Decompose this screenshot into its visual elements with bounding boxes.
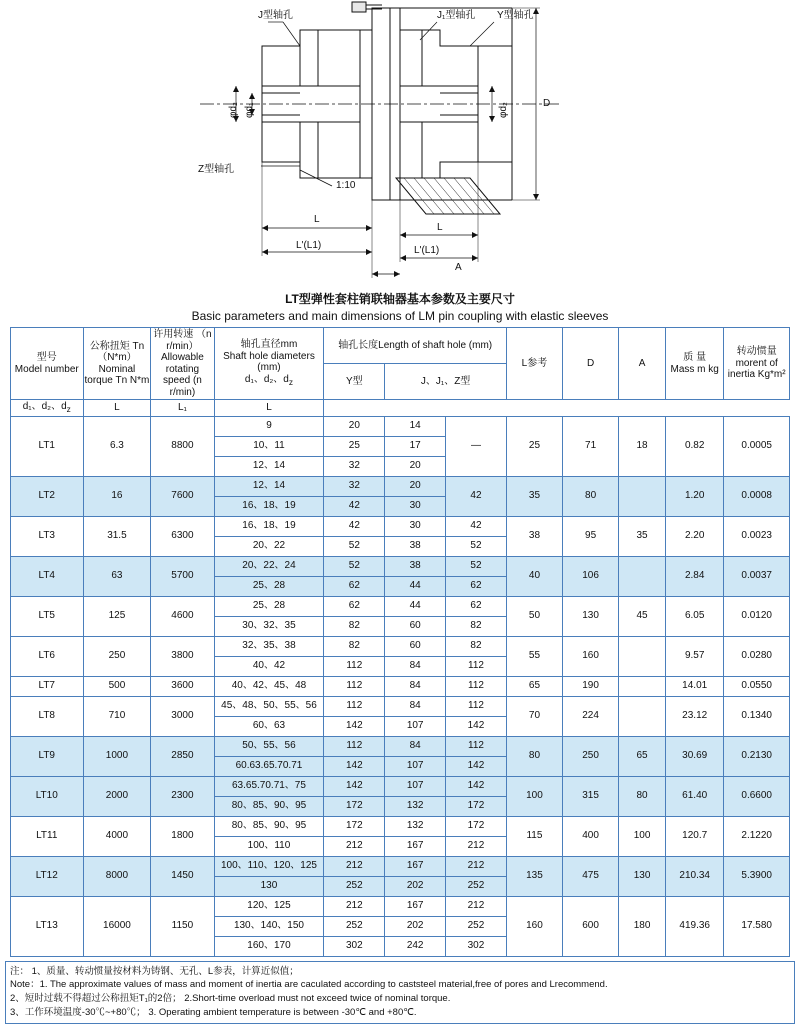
table-title-chinese: LT型弹性套柱销联轴器基本参数及主要尺寸 xyxy=(285,292,515,306)
cell-y-L1: 202 xyxy=(385,876,446,896)
cell-mass: 210.34 xyxy=(665,856,723,896)
cell-model: LT13 xyxy=(11,896,84,956)
cell-D: 190 xyxy=(563,676,619,696)
header-y-type: Y型 xyxy=(324,364,385,400)
cell-y-L1: 30 xyxy=(385,516,446,536)
cell-model: LT9 xyxy=(11,736,84,776)
cell-jz-L: 52 xyxy=(446,556,507,576)
cell-torque: 6.3 xyxy=(83,416,151,476)
table-row xyxy=(11,516,790,536)
cell-hole-diameter: 30、32、35 xyxy=(214,616,324,636)
cell-y-L: 212 xyxy=(324,896,385,916)
cell-y-L: 52 xyxy=(324,556,385,576)
cell-D: 250 xyxy=(563,736,619,776)
cell-model: LT1 xyxy=(11,416,84,476)
cell-speed: 6300 xyxy=(151,516,214,556)
cell-inertia: 0.2130 xyxy=(724,736,790,776)
note-line-2: Note：1. The approximate values of mass and moment of inertia are caculated according to caststeel material,free of pores and Lrecommend. xyxy=(10,979,608,991)
table-row xyxy=(11,816,790,836)
cell-mass: 120.7 xyxy=(665,816,723,856)
drawing-svg xyxy=(0,0,800,288)
cell-model: LT6 xyxy=(11,636,84,676)
cell-hole-diameter: 32、35、38 xyxy=(214,636,324,656)
cell-y-L1: 20 xyxy=(385,476,446,496)
cell-hole-diameter: 25、28 xyxy=(214,576,324,596)
cell-hole-diameter: 9 xyxy=(214,416,324,436)
cell-y-L: 62 xyxy=(324,596,385,616)
cell-y-L1: 38 xyxy=(385,556,446,576)
cell-y-L1: 132 xyxy=(385,796,446,816)
cell-torque: 63 xyxy=(83,556,151,596)
cell-jz-L: 142 xyxy=(446,716,507,736)
cell-A: 180 xyxy=(619,896,666,956)
label-dimension-A: A xyxy=(455,262,462,273)
cell-hole-diameter: 25、28 xyxy=(214,596,324,616)
label-y-shaft-hole: Y型轴孔 xyxy=(497,10,534,21)
cell-y-L1: 167 xyxy=(385,856,446,876)
label-taper-ratio: 1:10 xyxy=(336,180,356,191)
cell-y-L1: 107 xyxy=(385,756,446,776)
note-line-3: 2、短时过载不得超过公称扭矩T₁的2倍； 2.Short-time overload must not exceed twice of nominal torque. xyxy=(10,993,451,1005)
cell-L-ref: 38 xyxy=(506,516,562,556)
cell-hole-diameter: 10、11 xyxy=(214,436,324,456)
cell-speed: 4600 xyxy=(151,596,214,636)
table-row xyxy=(11,896,790,916)
cell-inertia: 2.1220 xyxy=(724,816,790,856)
cell-hole-diameter: 40、42 xyxy=(214,656,324,676)
cell-inertia: 0.0550 xyxy=(724,676,790,696)
cell-L-ref: 160 xyxy=(506,896,562,956)
cell-L-ref: 55 xyxy=(506,636,562,676)
cell-y-L: 42 xyxy=(324,516,385,536)
header-allowable-speed: 许用转速 （n r/min） Allowable rotating speed (n r/min) xyxy=(151,328,214,400)
cell-jz-L: 82 xyxy=(446,636,507,656)
cell-speed: 1150 xyxy=(151,896,214,956)
cell-inertia: 0.6600 xyxy=(724,776,790,816)
table-row xyxy=(11,776,790,796)
header-L1: L₁ xyxy=(151,400,214,417)
cell-jz-L: 212 xyxy=(446,856,507,876)
cell-L-ref: 80 xyxy=(506,736,562,776)
cell-D: 71 xyxy=(563,416,619,476)
cell-inertia: 0.1340 xyxy=(724,696,790,736)
cell-y-L: 42 xyxy=(324,496,385,516)
cell-jz-L: 42 xyxy=(446,476,507,516)
cell-jz-L: 302 xyxy=(446,936,507,956)
table-row xyxy=(11,636,790,656)
cell-hole-diameter: 63.65.70.71、75 xyxy=(214,776,324,796)
header-shaft-hole-length: 轴孔长度Length of shaft hole (mm) xyxy=(324,328,506,364)
cell-torque: 31.5 xyxy=(83,516,151,556)
table-row xyxy=(11,696,790,716)
cell-hole-diameter: 80、85、90、95 xyxy=(214,816,324,836)
cell-jz-L: 142 xyxy=(446,756,507,776)
cell-inertia: 0.0005 xyxy=(724,416,790,476)
cell-y-L: 25 xyxy=(324,436,385,456)
cell-y-L1: 84 xyxy=(385,736,446,756)
cell-jz-L: 252 xyxy=(446,916,507,936)
cell-jz-L: 212 xyxy=(446,896,507,916)
cell-y-L: 82 xyxy=(324,616,385,636)
cell-y-L1: 107 xyxy=(385,716,446,736)
cell-y-L: 172 xyxy=(324,796,385,816)
cell-hole-diameter: 120、125 xyxy=(214,896,324,916)
cell-y-L1: 84 xyxy=(385,676,446,696)
cell-y-L1: 60 xyxy=(385,616,446,636)
cell-L-ref: 100 xyxy=(506,776,562,816)
cell-mass: 1.20 xyxy=(665,476,723,516)
cell-D: 95 xyxy=(563,516,619,556)
cell-y-L1: 242 xyxy=(385,936,446,956)
label-phi-d2-right: φd₂ xyxy=(498,102,509,118)
cell-mass: 419.36 xyxy=(665,896,723,956)
cell-hole-diameter: 12、14 xyxy=(214,456,324,476)
cell-model: LT10 xyxy=(11,776,84,816)
cell-A: 100 xyxy=(619,816,666,856)
cell-inertia: 0.0120 xyxy=(724,596,790,636)
cell-torque: 500 xyxy=(83,676,151,696)
cell-hole-diameter: 20、22、24 xyxy=(214,556,324,576)
cell-L-ref: 40 xyxy=(506,556,562,596)
cell-inertia: 0.0280 xyxy=(724,636,790,676)
cell-mass: 61.40 xyxy=(665,776,723,816)
cell-torque: 16000 xyxy=(83,896,151,956)
cell-A xyxy=(619,556,666,596)
cell-hole-diameter: 12、14 xyxy=(214,476,324,496)
cell-jz-L: 112 xyxy=(446,676,507,696)
table-row xyxy=(11,416,790,436)
cell-A xyxy=(619,636,666,676)
cell-mass: 30.69 xyxy=(665,736,723,776)
cell-jz-L: 172 xyxy=(446,816,507,836)
cell-y-L: 112 xyxy=(324,736,385,756)
cell-A: 65 xyxy=(619,736,666,776)
cell-model: LT11 xyxy=(11,816,84,856)
coupling-technical-drawing xyxy=(0,0,800,288)
cell-jz-L: 82 xyxy=(446,616,507,636)
cell-inertia: 0.0037 xyxy=(724,556,790,596)
label-phi-d1-left: φd₁ xyxy=(244,102,255,118)
cell-hole-diameter: 130 xyxy=(214,876,324,896)
table-row xyxy=(11,856,790,876)
cell-y-L: 302 xyxy=(324,936,385,956)
cell-D: 224 xyxy=(563,696,619,736)
header-L-ref: L参考 xyxy=(506,328,562,400)
cell-mass: 9.57 xyxy=(665,636,723,676)
header-nominal-torque: 公称扭矩 Tn（N*m） Nominal torque Tn N*m xyxy=(83,328,151,400)
cell-mass: 23.12 xyxy=(665,696,723,736)
cell-D: 80 xyxy=(563,476,619,516)
cell-mass: 0.82 xyxy=(665,416,723,476)
cell-D: 106 xyxy=(563,556,619,596)
header-A: A xyxy=(619,328,666,400)
cell-D: 600 xyxy=(563,896,619,956)
cell-hole-diameter: 100、110 xyxy=(214,836,324,856)
cell-speed: 3800 xyxy=(151,636,214,676)
cell-hole-diameter: 40、42、45、48 xyxy=(214,676,324,696)
cell-y-L1: 30 xyxy=(385,496,446,516)
cell-speed: 2300 xyxy=(151,776,214,816)
cell-speed: 1450 xyxy=(151,856,214,896)
cell-model: LT3 xyxy=(11,516,84,556)
cell-speed: 3000 xyxy=(151,696,214,736)
cell-y-L: 62 xyxy=(324,576,385,596)
table-row xyxy=(11,736,790,756)
cell-jz-L: 62 xyxy=(446,596,507,616)
cell-y-L1: 14 xyxy=(385,416,446,436)
cell-y-L1: 60 xyxy=(385,636,446,656)
cell-speed: 2850 xyxy=(151,736,214,776)
cell-L-ref: 35 xyxy=(506,476,562,516)
specification-table-body xyxy=(11,416,790,956)
cell-A: 130 xyxy=(619,856,666,896)
cell-model: LT5 xyxy=(11,596,84,636)
cell-hole-diameter: 60.63.65.70.71 xyxy=(214,756,324,776)
cell-model: LT8 xyxy=(11,696,84,736)
cell-inertia: 0.0008 xyxy=(724,476,790,516)
cell-jz-L: 212 xyxy=(446,836,507,856)
cell-A: 45 xyxy=(619,596,666,636)
cell-hole-diameter: 20、22 xyxy=(214,536,324,556)
cell-hole-diameter: 160、170 xyxy=(214,936,324,956)
header-mass: 质 量 Mass m kg xyxy=(665,328,723,400)
cell-torque: 710 xyxy=(83,696,151,736)
cell-y-L1: 202 xyxy=(385,916,446,936)
cell-y-L1: 38 xyxy=(385,536,446,556)
cell-mass: 2.84 xyxy=(665,556,723,596)
cell-L-ref: 115 xyxy=(506,816,562,856)
cell-jz-L: 142 xyxy=(446,776,507,796)
cell-hole-diameter: 16、18、19 xyxy=(214,496,324,516)
cell-hole-diameter: 100、110、120、125 xyxy=(214,856,324,876)
cell-y-L: 112 xyxy=(324,656,385,676)
cell-y-L1: 84 xyxy=(385,656,446,676)
cell-y-L: 212 xyxy=(324,856,385,876)
table-row xyxy=(11,556,790,576)
cell-inertia: 17.580 xyxy=(724,896,790,956)
label-j1-shaft-hole: J₁型轴孔 xyxy=(437,10,476,21)
cell-y-L1: 167 xyxy=(385,836,446,856)
cell-model: LT4 xyxy=(11,556,84,596)
header-shaft-hole-diameter: 轴孔直径mm Shaft hole diameters (mm) d₁、d₂、$d_z$ xyxy=(214,328,324,400)
table-row xyxy=(11,596,790,616)
cell-y-L: 142 xyxy=(324,776,385,796)
notes-block xyxy=(5,961,795,1024)
cell-speed: 3600 xyxy=(151,676,214,696)
cell-A: 18 xyxy=(619,416,666,476)
cell-A: 35 xyxy=(619,516,666,556)
label-dimension-L-left: L xyxy=(314,214,320,225)
cell-hole-diameter: 45、48、50、55、56 xyxy=(214,696,324,716)
label-dimension-L-right: L xyxy=(437,222,443,233)
cell-L-ref: 135 xyxy=(506,856,562,896)
cell-inertia: 5.3900 xyxy=(724,856,790,896)
header-jjz-type: J、J₁、Z型 xyxy=(385,364,507,400)
cell-model: LT7 xyxy=(11,676,84,696)
cell-torque: 4000 xyxy=(83,816,151,856)
specification-table xyxy=(10,327,790,957)
cell-mass: 14.01 xyxy=(665,676,723,696)
cell-hole-diameter: 60、63 xyxy=(214,716,324,736)
note-line-4: 3、工作环境温度-30℃~+80℃； 3. Operating ambient temperature is between -30℃ and +80℃. xyxy=(10,1006,417,1018)
cell-hole-diameter: 16、18、19 xyxy=(214,516,324,536)
cell-jz-L: 42 xyxy=(446,516,507,536)
cell-L-ref: 25 xyxy=(506,416,562,476)
cell-speed: 7600 xyxy=(151,476,214,516)
cell-torque: 250 xyxy=(83,636,151,676)
cell-A xyxy=(619,476,666,516)
cell-torque: 125 xyxy=(83,596,151,636)
cell-y-L: 142 xyxy=(324,756,385,776)
cell-A xyxy=(619,696,666,736)
cell-speed: 8800 xyxy=(151,416,214,476)
cell-A: 80 xyxy=(619,776,666,816)
cell-y-L1: 132 xyxy=(385,816,446,836)
cell-y-L1: 44 xyxy=(385,576,446,596)
cell-L-ref: 65 xyxy=(506,676,562,696)
cell-L-ref: 50 xyxy=(506,596,562,636)
cell-y-L: 212 xyxy=(324,836,385,856)
cell-D: 315 xyxy=(563,776,619,816)
label-dimension-D: D xyxy=(543,98,551,109)
cell-y-L: 82 xyxy=(324,636,385,656)
cell-torque: 1000 xyxy=(83,736,151,776)
cell-L-ref: 70 xyxy=(506,696,562,736)
header-D: D xyxy=(563,328,619,400)
label-phi-d2-left: φd₂ xyxy=(228,102,239,118)
cell-D: 130 xyxy=(563,596,619,636)
cell-jz-L: 112 xyxy=(446,656,507,676)
header-Lz: L xyxy=(214,400,324,417)
cell-y-L: 112 xyxy=(324,696,385,716)
note-line-1: 注： 1、质量、转动惯量按材料为铸钢、无孔、L参表，计算近似值； xyxy=(10,965,299,977)
label-z-shaft-hole: Z型轴孔 xyxy=(198,164,235,175)
header-inertia: 转动惯量 morent of inertia Kg*m² xyxy=(724,328,790,400)
cell-y-L1: 107 xyxy=(385,776,446,796)
cell-jz-L: 172 xyxy=(446,796,507,816)
header-L: L xyxy=(83,400,151,417)
cell-speed: 1800 xyxy=(151,816,214,856)
cell-jz-L: 112 xyxy=(446,736,507,756)
label-dimension-L-L1-left: L'(L1) xyxy=(296,240,322,251)
cell-y-L: 172 xyxy=(324,816,385,836)
cell-jz-L: 52 xyxy=(446,536,507,556)
cell-model: LT2 xyxy=(11,476,84,516)
cell-mass: 2.20 xyxy=(665,516,723,556)
cell-D: 400 xyxy=(563,816,619,856)
cell-y-L1: 84 xyxy=(385,696,446,716)
table-row xyxy=(11,676,790,696)
cell-D: 160 xyxy=(563,636,619,676)
cell-inertia: 0.0023 xyxy=(724,516,790,556)
cell-jz-L: 62 xyxy=(446,576,507,596)
cell-y-L: 52 xyxy=(324,536,385,556)
cell-y-L1: 167 xyxy=(385,896,446,916)
cell-y-L: 20 xyxy=(324,416,385,436)
cell-hole-diameter: 130、140、150 xyxy=(214,916,324,936)
cell-jz-L: 252 xyxy=(446,876,507,896)
cell-torque: 16 xyxy=(83,476,151,516)
cell-A xyxy=(619,676,666,696)
cell-jz-L: 112 xyxy=(446,696,507,716)
cell-y-L: 252 xyxy=(324,916,385,936)
header-model: 型号 Model number xyxy=(11,328,84,400)
cell-y-L1: 44 xyxy=(385,596,446,616)
cell-y-L: 32 xyxy=(324,476,385,496)
label-dimension-L-L1-right: L'(L1) xyxy=(414,245,440,256)
cell-hole-diameter: 50、55、56 xyxy=(214,736,324,756)
cell-y-L: 112 xyxy=(324,676,385,696)
cell-y-L: 252 xyxy=(324,876,385,896)
table-row xyxy=(11,476,790,496)
cell-speed: 5700 xyxy=(151,556,214,596)
cell-y-L1: 17 xyxy=(385,436,446,456)
cell-torque: 2000 xyxy=(83,776,151,816)
cell-hole-diameter: 80、85、90、95 xyxy=(214,796,324,816)
cell-y-L: 142 xyxy=(324,716,385,736)
cell-y-L1: 20 xyxy=(385,456,446,476)
header-dia-cols: d₁、d₂、$d_z$ xyxy=(11,400,84,417)
cell-model: LT12 xyxy=(11,856,84,896)
cell-mass: 6.05 xyxy=(665,596,723,636)
cell-torque: 8000 xyxy=(83,856,151,896)
label-j-shaft-hole-left: J型轴孔 xyxy=(258,10,293,21)
cell-jz-L: — xyxy=(446,416,507,476)
cell-D: 475 xyxy=(563,856,619,896)
cell-y-L: 32 xyxy=(324,456,385,476)
table-title-english: Basic parameters and main dimensions of LM pin coupling with elastic sleeves xyxy=(191,309,609,323)
